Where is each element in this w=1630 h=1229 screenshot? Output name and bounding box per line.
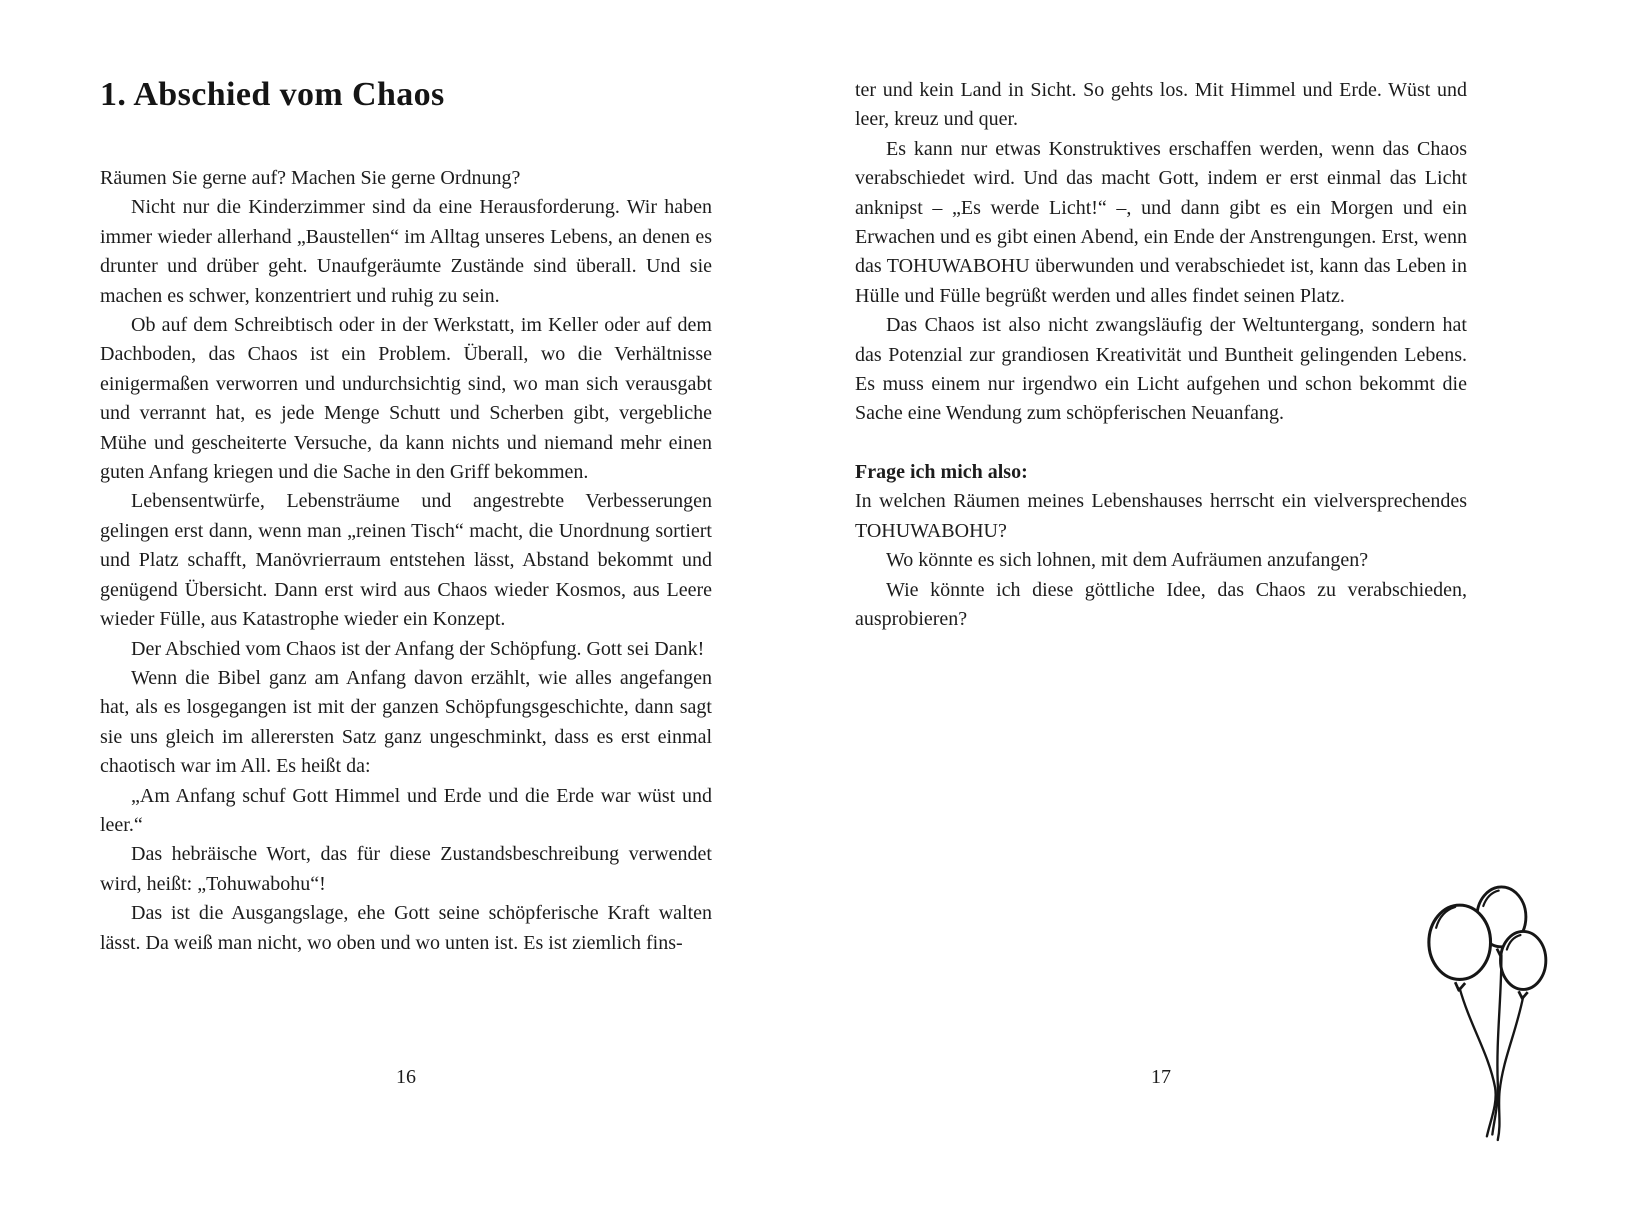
- question-paragraph: Wie könnte ich diese göttliche Idee, das Chaos zu verabschieden, ausprobieren?: [855, 578, 1467, 630]
- balloons-illustration: [1418, 868, 1554, 1158]
- body-paragraph: Das Chaos ist also nicht zwangsläufig der Weltuntergang, sondern hat das Potenzial zur grandiosen Kreativität und Buntheit gelingenden Lebens. Es muss einem nur irgendwo ein Licht aufgehen und schon bekommt die Sache eine Wendung zum schöpferischen Neuanfang.: [855, 314, 1467, 425]
- body-paragraph: Wenn die Bibel ganz am Anfang davon erzählt, wie alles angefangen hat, als es losgegangen ist mit der ganzen Schöpfungsgeschichte, dann sagt sie uns gleich im allerersten Satz ganz ungeschminkt, dass es erst einmal chaotisch war im All. Es heißt da:: [100, 666, 712, 778]
- body-paragraph: „Am Anfang schuf Gott Himmel und Erde und die Erde war wüst und leer.“: [100, 784, 712, 836]
- left-page-body: [100, 164, 712, 958]
- body-paragraph: Der Abschied vom Chaos ist der Anfang der Schöpfung. Gott sei Dank!: [131, 637, 705, 660]
- right-page-body: [855, 76, 1467, 634]
- body-paragraph: Es kann nur etwas Konstruktives erschaffen werden, wenn das Chaos verabschiedet wird. Und das macht Gott, indem er erst einmal das Licht anknipst – „Es werde Licht!“ –, und dann gibt es ein Morgen und ein Erwachen und es gibt einen Abend, ein Ende der Anstrengungen. Erst, wenn das TOHUWABOHU überwunden und verabschiedet ist, kann das Leben in Hülle und Fülle begrüßt werden und alles findet seinen Platz.: [855, 137, 1467, 307]
- body-paragraph: ter und kein Land in Sicht. So gehts los. Mit Himmel und Erde. Wüst und leer, kreuz und quer.: [855, 79, 1467, 131]
- body-paragraph: Das ist die Ausgangslage, ehe Gott seine schöpferische Kraft walten lässt. Da weiß man nicht, wo oben und wo unten ist. Es ist ziemlich fins-: [100, 902, 712, 954]
- question-paragraph: Wo könnte es sich lohnen, mit dem Aufräumen anzufangen?: [886, 549, 1369, 572]
- page-right: [855, 0, 1467, 634]
- question-heading: Frage ich mich also:: [855, 460, 1028, 483]
- page-number-left: 16: [396, 1066, 416, 1088]
- body-paragraph: Das hebräische Wort, das für diese Zustandsbeschreibung verwendet wird, heißt: „Tohuwabohu“!: [100, 843, 712, 895]
- body-paragraph: Räumen Sie gerne auf? Machen Sie gerne Ordnung?: [100, 167, 521, 189]
- question-paragraph: In welchen Räumen meines Lebenshauses herrscht ein vielversprechendes TOHUWABOHU?: [855, 490, 1467, 542]
- page-number-right: 17: [1151, 1066, 1171, 1088]
- page-left: [100, 0, 712, 958]
- body-paragraph: Ob auf dem Schreibtisch oder in der Werkstatt, im Keller oder auf dem Dachboden, das Chaos ist ein Problem. Überall, wo die Verhältnisse einigermaßen verworren und undurchsichtig sind, wo man sich verausgabt und verrannt hat, es jede Menge Schutt und Scherben gibt, vergebliche Mühe und gescheiterte Versuche, da kann nichts und niemand mehr einen guten Anfang kriegen und die Sache in den Griff bekommen.: [100, 314, 712, 484]
- body-paragraph: Nicht nur die Kinderzimmer sind da eine Herausforderung. Wir haben immer wieder allerhand „Baustellen“ im Alltag unseres Lebens, an denen es drunter und drüber geht. Unaufgeräumte Zustände sind überall. Und sie machen es schwer, konzentriert und ruhig zu sein.: [100, 196, 712, 307]
- chapter-title: 1. Abschied vom Chaos: [100, 76, 445, 113]
- body-paragraph: Lebensentwürfe, Lebensträume und angestrebte Verbesserungen gelingen erst dann, wenn man „reinen Tisch“ macht, die Unordnung sortiert und Platz schafft, Manövrierraum entstehen lässt, Abstand bekommt und genügend Übersicht. Dann erst wird aus Chaos wieder Kosmos, aus Leere wieder Fülle, aus Katastrophe wieder ein Konzept.: [100, 490, 712, 631]
- balloons-icon: [1418, 868, 1554, 1158]
